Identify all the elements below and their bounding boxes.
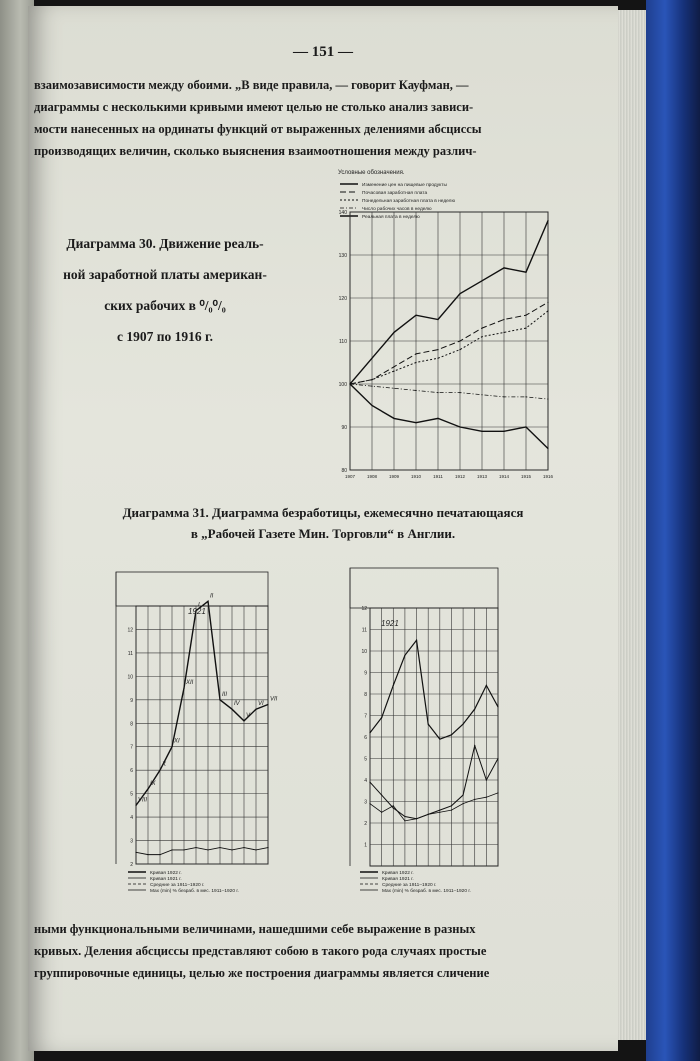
legend-label: Почасовая заработная плата — [362, 191, 428, 196]
y-tick-label: 9 — [130, 697, 133, 704]
text-line: производящих величин, сколько выяснения взаимоотношения между различ- — [34, 144, 477, 158]
data-point — [267, 847, 268, 848]
y-tick-label: 10 — [127, 674, 133, 681]
point-annotation: VIII — [138, 797, 148, 804]
data-point — [525, 426, 526, 427]
data-point — [525, 272, 526, 273]
x-tick-label: 1911 — [433, 474, 443, 479]
data-point — [439, 739, 440, 740]
data-point — [474, 745, 475, 746]
data-point — [547, 220, 548, 221]
data-point — [459, 392, 460, 393]
x-tick-label: 1915 — [520, 474, 532, 479]
data-point — [525, 396, 526, 397]
data-point — [503, 431, 504, 432]
page-number: — 151 — — [293, 44, 353, 60]
data-point — [439, 810, 440, 811]
series-line — [136, 601, 268, 805]
diagram-31-source: в „Рабочей Газете Мин. Торговли“ в Англии. — [190, 526, 456, 541]
data-point — [486, 779, 487, 780]
y-tick-label: 2 — [364, 821, 367, 827]
data-point — [393, 371, 394, 372]
x-tick-label: 1916 — [542, 474, 554, 479]
legend-label: Кривая 1922 г. — [382, 871, 414, 876]
diagram-30-caption — [34, 228, 296, 352]
x-tick-label: 1910 — [410, 474, 422, 479]
data-point — [393, 685, 394, 686]
data-point — [159, 854, 160, 855]
data-point — [547, 448, 548, 449]
x-tick-label: 1912 — [454, 474, 466, 479]
legend-label: Max (min) % безраб. в мес. 1911–1920 г. — [150, 889, 239, 894]
series-line — [370, 640, 498, 739]
y-tick-label: 3 — [130, 838, 133, 845]
y-tick-label: 12 — [361, 606, 367, 612]
series-line — [370, 793, 498, 821]
text-line: группировочные единицы, целью же построения диаграммы является сличение — [34, 966, 490, 980]
caption-line: с 1907 по 1916 г. — [116, 329, 213, 344]
data-point — [381, 717, 382, 718]
caption-line: ских рабочих в ⁰/₀⁰/₀ — [104, 298, 226, 313]
caption-line: Диаграмма 30. Движение реаль- — [66, 236, 264, 251]
data-point — [415, 315, 416, 316]
data-point — [243, 847, 244, 848]
data-point — [219, 847, 220, 848]
x-tick-label: 1908 — [366, 474, 378, 479]
point-annotation: VII — [270, 696, 278, 703]
plot-area — [339, 210, 554, 479]
y-tick-label: 11 — [361, 627, 367, 634]
annotation-top: 1921 — [381, 619, 399, 628]
diagram-31-caption — [28, 502, 618, 544]
data-point — [404, 816, 405, 817]
y-tick-label: 7 — [364, 713, 367, 720]
data-point — [481, 280, 482, 281]
data-point — [393, 366, 394, 367]
data-point — [183, 687, 184, 688]
bottom-paragraph — [34, 918, 574, 984]
point-annotation: I — [198, 602, 200, 609]
y-tick-label: 100 — [338, 382, 347, 388]
y-tick-label: 12 — [127, 627, 133, 634]
y-tick-label: 130 — [338, 253, 347, 259]
legend-title: Условные обозначения. — [338, 170, 405, 176]
text-line: ными функциональными величинами, нашедшими себе выражение в разных — [34, 922, 476, 936]
data-point — [428, 814, 429, 815]
chart-legend — [360, 870, 471, 894]
data-point — [171, 746, 172, 747]
data-point — [486, 797, 487, 798]
data-point — [243, 720, 244, 721]
data-point — [159, 770, 160, 771]
data-point — [497, 792, 498, 793]
data-point — [474, 799, 475, 800]
y-tick-label: 3 — [364, 799, 367, 806]
data-point — [416, 818, 417, 819]
point-annotation: V — [246, 712, 251, 719]
y-tick-label: 5 — [364, 756, 367, 763]
data-point — [171, 849, 172, 850]
y-tick-label: 1 — [364, 842, 367, 849]
series-line — [350, 221, 548, 384]
data-point — [371, 358, 372, 359]
data-point — [349, 383, 350, 384]
x-tick-label: 1914 — [498, 474, 510, 479]
book-page — [28, 6, 618, 1051]
data-point — [462, 803, 463, 804]
data-point — [393, 418, 394, 419]
y-tick-label: 120 — [338, 296, 347, 302]
data-point — [459, 340, 460, 341]
data-point — [428, 724, 429, 725]
series-line — [350, 311, 548, 384]
data-point — [381, 794, 382, 795]
point-annotation: IX — [150, 780, 156, 787]
top-paragraph — [34, 74, 574, 162]
data-point — [416, 640, 417, 641]
y-tick-label: 140 — [338, 210, 347, 216]
point-annotation: II — [210, 593, 214, 600]
series-line — [136, 848, 268, 855]
data-point — [231, 849, 232, 850]
data-point — [462, 724, 463, 725]
y-tick-label: 2 — [130, 862, 133, 868]
data-point — [459, 426, 460, 427]
data-point — [547, 310, 548, 311]
data-point — [415, 353, 416, 354]
data-point — [497, 706, 498, 707]
y-tick-label: 6 — [130, 768, 133, 775]
legend-label: Кривая 1921 г. — [150, 877, 182, 882]
plot-frame — [136, 606, 268, 864]
diagram-31-right-chart — [346, 564, 511, 898]
legend-label: Кривая 1922 г. — [150, 871, 182, 876]
data-point — [474, 708, 475, 709]
point-annotation: IV — [234, 701, 240, 708]
data-point — [503, 332, 504, 333]
y-tick-label: 4 — [130, 815, 133, 822]
header-band — [116, 572, 268, 606]
caption-line: ной заработной платы американ- — [63, 267, 267, 282]
data-point — [481, 336, 482, 337]
annotation-top: 1921 — [188, 607, 206, 616]
text-line: взаимозависимости между обоими. „В виде правила, — говорит Кауфман, — — [34, 78, 469, 92]
data-point — [147, 788, 148, 789]
point-annotation: VI — [258, 701, 264, 708]
data-point — [369, 782, 370, 783]
data-point — [371, 386, 372, 387]
data-point — [255, 709, 256, 710]
diagram-31-left-chart — [108, 566, 278, 896]
data-point — [415, 362, 416, 363]
data-point — [481, 431, 482, 432]
point-annotation: XI — [174, 738, 180, 745]
chart-legend — [128, 870, 239, 894]
data-point — [219, 699, 220, 700]
text-line: кривых. Деления абсциссы представляют собою в такого рода случаях простые — [34, 944, 487, 958]
data-point — [459, 349, 460, 350]
y-tick-label: 8 — [130, 721, 133, 728]
data-point — [207, 601, 208, 602]
point-annotation: X — [162, 762, 167, 769]
data-point — [369, 803, 370, 804]
plot-area — [350, 568, 499, 866]
y-tick-label: 110 — [339, 339, 347, 345]
data-point — [503, 267, 504, 268]
y-tick-label: 5 — [130, 791, 133, 798]
data-point — [415, 422, 416, 423]
legend-label: Реальная плата в неделю — [362, 215, 420, 220]
data-point — [525, 328, 526, 329]
data-point — [404, 820, 405, 821]
data-point — [451, 810, 452, 811]
data-point — [255, 849, 256, 850]
data-point — [369, 732, 370, 733]
data-point — [183, 849, 184, 850]
data-point — [451, 805, 452, 806]
data-point — [393, 805, 394, 806]
y-tick-label: 90 — [341, 425, 347, 431]
data-point — [497, 758, 498, 759]
x-tick-label: 1913 — [476, 474, 488, 479]
point-annotation: XII — [186, 680, 194, 687]
data-point — [371, 405, 372, 406]
diagram-31-title: Диаграмма 31. Диаграмма безработицы, ежемесячно печатающаяся — [122, 505, 524, 520]
book-cover-edge — [646, 0, 700, 1061]
y-tick-label: 7 — [130, 744, 133, 751]
y-tick-label: 4 — [364, 778, 367, 784]
series-line — [350, 384, 548, 449]
data-point — [437, 392, 438, 393]
y-tick-label: 10 — [361, 649, 367, 655]
point-annotation: III — [222, 691, 228, 698]
data-point — [503, 396, 504, 397]
y-tick-label: 8 — [364, 692, 367, 698]
plot-area — [116, 572, 278, 868]
legend-label: Изменение цен на пищевые продукты — [362, 183, 447, 188]
data-point — [525, 315, 526, 316]
header-band — [350, 568, 498, 608]
data-point — [547, 398, 548, 399]
y-tick-label: 9 — [364, 670, 367, 677]
x-tick-label: 1909 — [388, 474, 400, 479]
data-point — [135, 852, 136, 853]
data-point — [459, 293, 460, 294]
data-point — [207, 849, 208, 850]
data-point — [404, 655, 405, 656]
data-point — [437, 358, 438, 359]
data-point — [195, 847, 196, 848]
x-tick-label: 1907 — [344, 474, 356, 479]
diagram-30-chart — [298, 162, 558, 482]
data-point — [503, 319, 504, 320]
data-point — [393, 332, 394, 333]
data-point — [439, 812, 440, 813]
data-point — [437, 319, 438, 320]
data-point — [486, 685, 487, 686]
data-point — [437, 349, 438, 350]
legend-label: Средние за 1911–1920 г. — [382, 883, 437, 888]
data-point — [135, 805, 136, 806]
data-point — [393, 388, 394, 389]
y-tick-label: 11 — [127, 650, 133, 657]
legend-label: Понедельная заработная плата в неделю — [362, 199, 456, 204]
legend-label: Средние за 1911–1920 г. — [150, 883, 205, 888]
data-point — [267, 704, 268, 705]
legend-label: Max (min) % безраб. в мес. 1911–1920 г. — [382, 889, 471, 894]
data-point — [451, 734, 452, 735]
y-tick-label: 80 — [341, 468, 347, 474]
data-point — [231, 709, 232, 710]
data-point — [462, 794, 463, 795]
data-point — [393, 807, 394, 808]
data-point — [371, 379, 372, 380]
legend-label: Кривая 1921 г. — [382, 877, 414, 882]
data-point — [415, 390, 416, 391]
data-point — [481, 328, 482, 329]
data-point — [381, 812, 382, 813]
data-point — [481, 394, 482, 395]
series-line — [350, 384, 548, 399]
series-line — [350, 302, 548, 384]
legend-label: Число рабочих часов в неделю — [362, 207, 432, 212]
text-line: мости нанесенных на ординаты функций от выраженных делениями абсциссы — [34, 122, 482, 136]
y-tick-label: 6 — [364, 735, 367, 741]
data-point — [547, 302, 548, 303]
data-point — [437, 418, 438, 419]
text-line: диаграммы с несколькими кривыми имеют целью не столько анализ зависи- — [34, 100, 474, 114]
data-point — [147, 854, 148, 855]
